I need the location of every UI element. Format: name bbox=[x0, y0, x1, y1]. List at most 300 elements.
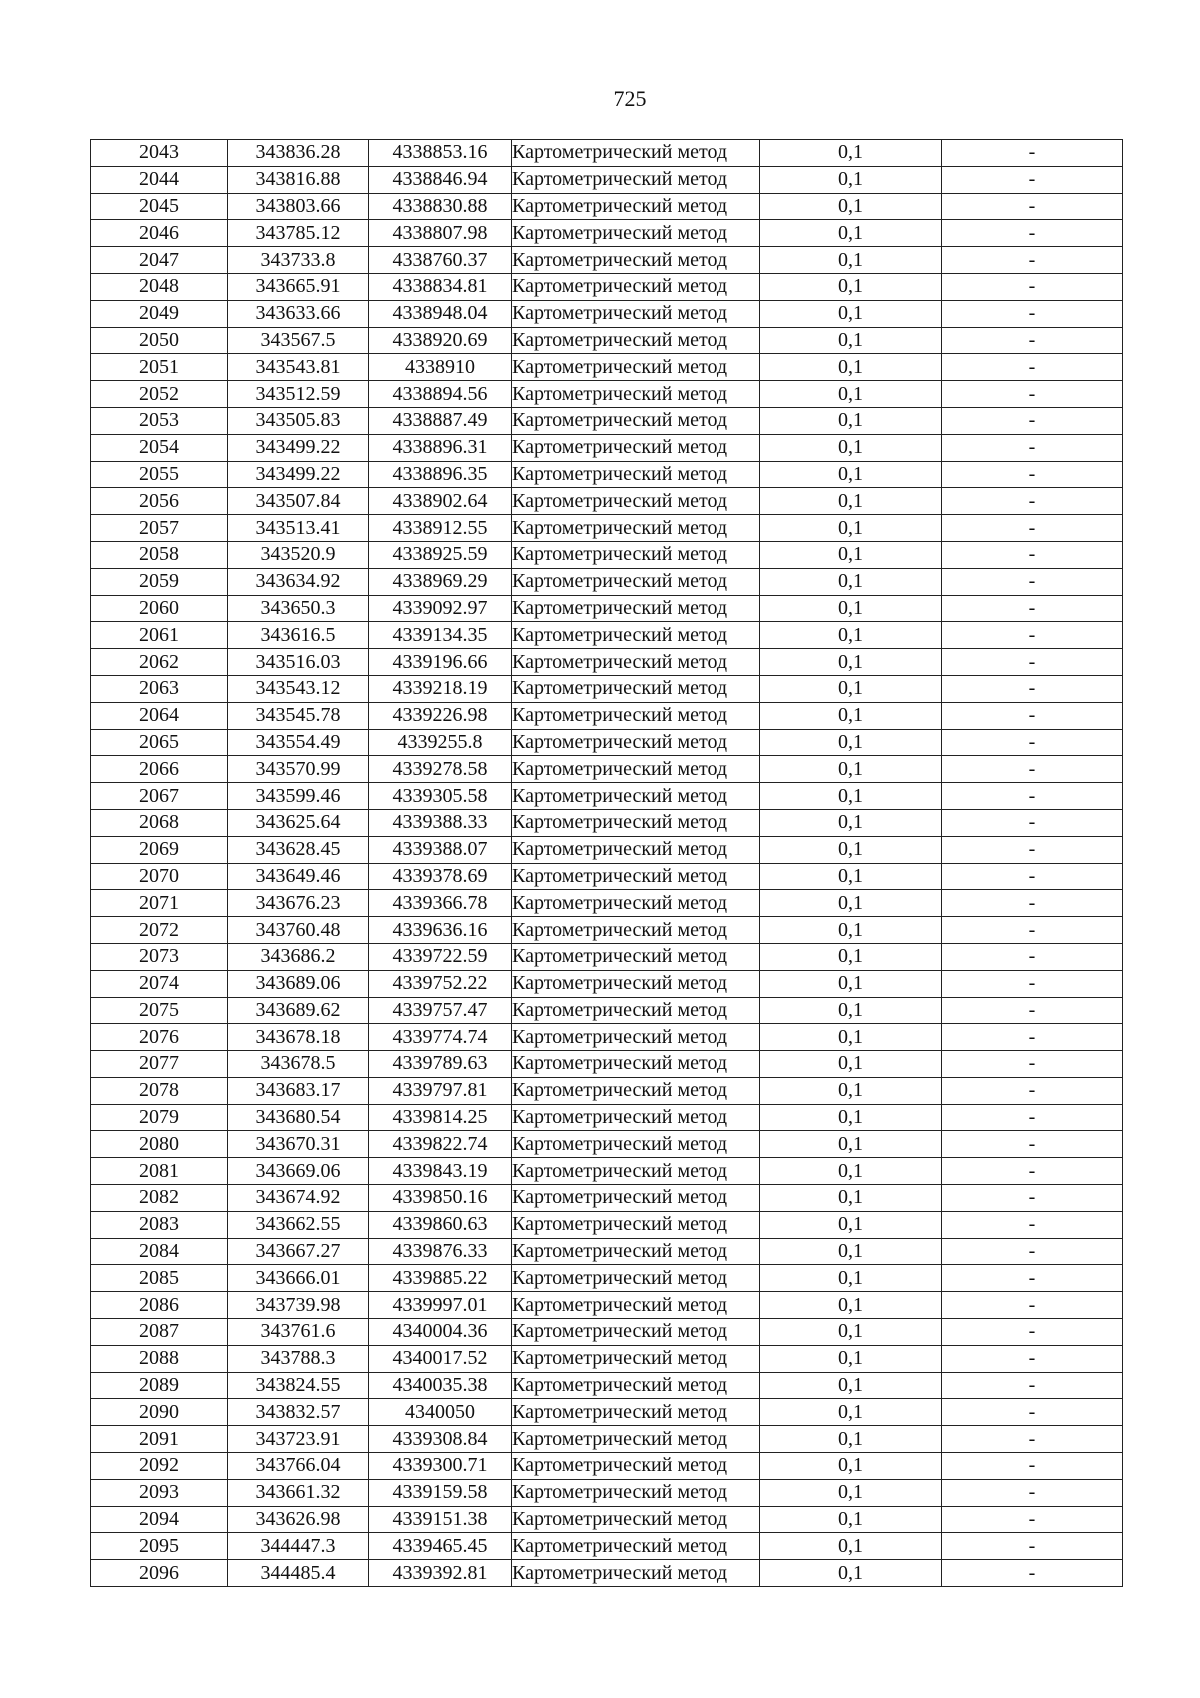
y-coordinate-cell: 4338846.94 bbox=[369, 166, 512, 193]
table-row bbox=[91, 970, 1123, 997]
y-coordinate-cell: 4339876.33 bbox=[369, 1238, 512, 1265]
y-coordinate-cell: 4339722.59 bbox=[369, 943, 512, 970]
description-cell: - bbox=[942, 1051, 1123, 1078]
y-coordinate-cell: 4338760.37 bbox=[369, 247, 512, 274]
y-coordinate-cell: 4338896.35 bbox=[369, 461, 512, 488]
description-cell: - bbox=[942, 1453, 1123, 1480]
accuracy-cell: 0,1 bbox=[760, 407, 942, 434]
x-coordinate-cell: 343676.23 bbox=[228, 890, 369, 917]
accuracy-cell: 0,1 bbox=[760, 1319, 942, 1346]
x-coordinate-cell: 343678.5 bbox=[228, 1051, 369, 1078]
table-row bbox=[91, 702, 1123, 729]
method-cell: Картометрический метод bbox=[512, 247, 760, 274]
point-number-cell: 2075 bbox=[91, 997, 228, 1024]
method-cell: Картометрический метод bbox=[512, 783, 760, 810]
point-number-cell: 2056 bbox=[91, 488, 228, 515]
y-coordinate-cell: 4339255.8 bbox=[369, 729, 512, 756]
accuracy-cell: 0,1 bbox=[760, 836, 942, 863]
description-cell: - bbox=[942, 1292, 1123, 1319]
table-row bbox=[91, 515, 1123, 542]
method-cell: Картометрический метод bbox=[512, 381, 760, 408]
method-cell: Картометрический метод bbox=[512, 702, 760, 729]
table-row bbox=[91, 675, 1123, 702]
y-coordinate-cell: 4338896.31 bbox=[369, 434, 512, 461]
x-coordinate-cell: 343766.04 bbox=[228, 1453, 369, 1480]
table-row bbox=[91, 273, 1123, 300]
method-cell: Картометрический метод bbox=[512, 1319, 760, 1346]
x-coordinate-cell: 343661.32 bbox=[228, 1479, 369, 1506]
description-cell: - bbox=[942, 541, 1123, 568]
table-row bbox=[91, 568, 1123, 595]
y-coordinate-cell: 4338925.59 bbox=[369, 541, 512, 568]
description-cell: - bbox=[942, 1185, 1123, 1212]
point-number-cell: 2054 bbox=[91, 434, 228, 461]
y-coordinate-cell: 4338887.49 bbox=[369, 407, 512, 434]
description-cell: - bbox=[942, 273, 1123, 300]
method-cell: Картометрический метод bbox=[512, 1426, 760, 1453]
x-coordinate-cell: 343625.64 bbox=[228, 809, 369, 836]
method-cell: Картометрический метод bbox=[512, 1185, 760, 1212]
y-coordinate-cell: 4338894.56 bbox=[369, 381, 512, 408]
accuracy-cell: 0,1 bbox=[760, 541, 942, 568]
method-cell: Картометрический метод bbox=[512, 595, 760, 622]
table-row bbox=[91, 166, 1123, 193]
description-cell: - bbox=[942, 622, 1123, 649]
x-coordinate-cell: 343686.2 bbox=[228, 943, 369, 970]
point-number-cell: 2052 bbox=[91, 381, 228, 408]
point-number-cell: 2045 bbox=[91, 193, 228, 220]
description-cell: - bbox=[942, 917, 1123, 944]
method-cell: Картометрический метод bbox=[512, 273, 760, 300]
table-row bbox=[91, 300, 1123, 327]
table-row bbox=[91, 836, 1123, 863]
y-coordinate-cell: 4339392.81 bbox=[369, 1560, 512, 1587]
x-coordinate-cell: 343665.91 bbox=[228, 273, 369, 300]
y-coordinate-cell: 4338830.88 bbox=[369, 193, 512, 220]
accuracy-cell: 0,1 bbox=[760, 434, 942, 461]
y-coordinate-cell: 4339850.16 bbox=[369, 1185, 512, 1212]
y-coordinate-cell: 4338834.81 bbox=[369, 273, 512, 300]
table-row bbox=[91, 917, 1123, 944]
description-cell: - bbox=[942, 729, 1123, 756]
description-cell: - bbox=[942, 1533, 1123, 1560]
table-row bbox=[91, 327, 1123, 354]
y-coordinate-cell: 4340017.52 bbox=[369, 1345, 512, 1372]
accuracy-cell: 0,1 bbox=[760, 381, 942, 408]
point-number-cell: 2049 bbox=[91, 300, 228, 327]
accuracy-cell: 0,1 bbox=[760, 1479, 942, 1506]
description-cell: - bbox=[942, 488, 1123, 515]
method-cell: Картометрический метод bbox=[512, 863, 760, 890]
table-row bbox=[91, 783, 1123, 810]
x-coordinate-cell: 343723.91 bbox=[228, 1426, 369, 1453]
x-coordinate-cell: 343760.48 bbox=[228, 917, 369, 944]
accuracy-cell: 0,1 bbox=[760, 568, 942, 595]
y-coordinate-cell: 4339151.38 bbox=[369, 1506, 512, 1533]
x-coordinate-cell: 343499.22 bbox=[228, 434, 369, 461]
description-cell: - bbox=[942, 1426, 1123, 1453]
method-cell: Картометрический метод bbox=[512, 675, 760, 702]
point-number-cell: 2043 bbox=[91, 140, 228, 167]
accuracy-cell: 0,1 bbox=[760, 300, 942, 327]
accuracy-cell: 0,1 bbox=[760, 1292, 942, 1319]
point-number-cell: 2073 bbox=[91, 943, 228, 970]
table-row bbox=[91, 863, 1123, 890]
point-number-cell: 2064 bbox=[91, 702, 228, 729]
y-coordinate-cell: 4339218.19 bbox=[369, 675, 512, 702]
accuracy-cell: 0,1 bbox=[760, 1372, 942, 1399]
method-cell: Картометрический метод bbox=[512, 1453, 760, 1480]
point-number-cell: 2072 bbox=[91, 917, 228, 944]
table-row bbox=[91, 595, 1123, 622]
x-coordinate-cell: 343499.22 bbox=[228, 461, 369, 488]
table-row bbox=[91, 1372, 1123, 1399]
y-coordinate-cell: 4339752.22 bbox=[369, 970, 512, 997]
table-row bbox=[91, 1158, 1123, 1185]
table-row bbox=[91, 1479, 1123, 1506]
x-coordinate-cell: 343554.49 bbox=[228, 729, 369, 756]
description-cell: - bbox=[942, 247, 1123, 274]
x-coordinate-cell: 343513.41 bbox=[228, 515, 369, 542]
y-coordinate-cell: 4338853.16 bbox=[369, 140, 512, 167]
table-row bbox=[91, 1131, 1123, 1158]
accuracy-cell: 0,1 bbox=[760, 273, 942, 300]
x-coordinate-cell: 343816.88 bbox=[228, 166, 369, 193]
accuracy-cell: 0,1 bbox=[760, 1533, 942, 1560]
x-coordinate-cell: 343689.06 bbox=[228, 970, 369, 997]
x-coordinate-cell: 343678.18 bbox=[228, 1024, 369, 1051]
description-cell: - bbox=[942, 1560, 1123, 1587]
method-cell: Картометрический метод bbox=[512, 890, 760, 917]
point-number-cell: 2082 bbox=[91, 1185, 228, 1212]
accuracy-cell: 0,1 bbox=[760, 1560, 942, 1587]
method-cell: Картометрический метод bbox=[512, 1158, 760, 1185]
point-number-cell: 2051 bbox=[91, 354, 228, 381]
y-coordinate-cell: 4339305.58 bbox=[369, 783, 512, 810]
method-cell: Картометрический метод bbox=[512, 488, 760, 515]
accuracy-cell: 0,1 bbox=[760, 461, 942, 488]
description-cell: - bbox=[942, 943, 1123, 970]
description-cell: - bbox=[942, 649, 1123, 676]
accuracy-cell: 0,1 bbox=[760, 1024, 942, 1051]
x-coordinate-cell: 343543.12 bbox=[228, 675, 369, 702]
description-cell: - bbox=[942, 1077, 1123, 1104]
x-coordinate-cell: 343739.98 bbox=[228, 1292, 369, 1319]
coordinates-table bbox=[90, 139, 1123, 1587]
point-number-cell: 2080 bbox=[91, 1131, 228, 1158]
x-coordinate-cell: 343626.98 bbox=[228, 1506, 369, 1533]
table-row bbox=[91, 1533, 1123, 1560]
y-coordinate-cell: 4338912.55 bbox=[369, 515, 512, 542]
x-coordinate-cell: 343824.55 bbox=[228, 1372, 369, 1399]
accuracy-cell: 0,1 bbox=[760, 729, 942, 756]
description-cell: - bbox=[942, 675, 1123, 702]
description-cell: - bbox=[942, 809, 1123, 836]
y-coordinate-cell: 4339814.25 bbox=[369, 1104, 512, 1131]
point-number-cell: 2059 bbox=[91, 568, 228, 595]
x-coordinate-cell: 343669.06 bbox=[228, 1158, 369, 1185]
point-number-cell: 2057 bbox=[91, 515, 228, 542]
x-coordinate-cell: 343616.5 bbox=[228, 622, 369, 649]
x-coordinate-cell: 343649.46 bbox=[228, 863, 369, 890]
y-coordinate-cell: 4339278.58 bbox=[369, 756, 512, 783]
y-coordinate-cell: 4338920.69 bbox=[369, 327, 512, 354]
x-coordinate-cell: 343628.45 bbox=[228, 836, 369, 863]
table-row bbox=[91, 1238, 1123, 1265]
table-row bbox=[91, 622, 1123, 649]
accuracy-cell: 0,1 bbox=[760, 193, 942, 220]
accuracy-cell: 0,1 bbox=[760, 354, 942, 381]
description-cell: - bbox=[942, 970, 1123, 997]
point-number-cell: 2077 bbox=[91, 1051, 228, 1078]
table-row bbox=[91, 1211, 1123, 1238]
point-number-cell: 2048 bbox=[91, 273, 228, 300]
method-cell: Картометрический метод bbox=[512, 434, 760, 461]
x-coordinate-cell: 343520.9 bbox=[228, 541, 369, 568]
y-coordinate-cell: 4339388.07 bbox=[369, 836, 512, 863]
y-coordinate-cell: 4339774.74 bbox=[369, 1024, 512, 1051]
point-number-cell: 2088 bbox=[91, 1345, 228, 1372]
description-cell: - bbox=[942, 461, 1123, 488]
method-cell: Картометрический метод bbox=[512, 1506, 760, 1533]
description-cell: - bbox=[942, 783, 1123, 810]
y-coordinate-cell: 4339378.69 bbox=[369, 863, 512, 890]
x-coordinate-cell: 343803.66 bbox=[228, 193, 369, 220]
description-cell: - bbox=[942, 863, 1123, 890]
method-cell: Картометрический метод bbox=[512, 193, 760, 220]
accuracy-cell: 0,1 bbox=[760, 943, 942, 970]
point-number-cell: 2060 bbox=[91, 595, 228, 622]
description-cell: - bbox=[942, 166, 1123, 193]
method-cell: Картометрический метод bbox=[512, 1399, 760, 1426]
point-number-cell: 2066 bbox=[91, 756, 228, 783]
y-coordinate-cell: 4338807.98 bbox=[369, 220, 512, 247]
method-cell: Картометрический метод bbox=[512, 836, 760, 863]
accuracy-cell: 0,1 bbox=[760, 515, 942, 542]
method-cell: Картометрический метод bbox=[512, 1104, 760, 1131]
method-cell: Картометрический метод bbox=[512, 1372, 760, 1399]
table-row bbox=[91, 247, 1123, 274]
point-number-cell: 2074 bbox=[91, 970, 228, 997]
x-coordinate-cell: 343633.66 bbox=[228, 300, 369, 327]
point-number-cell: 2063 bbox=[91, 675, 228, 702]
x-coordinate-cell: 343680.54 bbox=[228, 1104, 369, 1131]
table-row bbox=[91, 1560, 1123, 1587]
x-coordinate-cell: 343674.92 bbox=[228, 1185, 369, 1212]
point-number-cell: 2044 bbox=[91, 166, 228, 193]
y-coordinate-cell: 4338910 bbox=[369, 354, 512, 381]
accuracy-cell: 0,1 bbox=[760, 1453, 942, 1480]
table-row bbox=[91, 1051, 1123, 1078]
x-coordinate-cell: 343683.17 bbox=[228, 1077, 369, 1104]
point-number-cell: 2081 bbox=[91, 1158, 228, 1185]
point-number-cell: 2070 bbox=[91, 863, 228, 890]
accuracy-cell: 0,1 bbox=[760, 247, 942, 274]
accuracy-cell: 0,1 bbox=[760, 783, 942, 810]
accuracy-cell: 0,1 bbox=[760, 702, 942, 729]
description-cell: - bbox=[942, 300, 1123, 327]
table-row bbox=[91, 1319, 1123, 1346]
point-number-cell: 2087 bbox=[91, 1319, 228, 1346]
y-coordinate-cell: 4338902.64 bbox=[369, 488, 512, 515]
description-cell: - bbox=[942, 220, 1123, 247]
table-row bbox=[91, 381, 1123, 408]
point-number-cell: 2095 bbox=[91, 1533, 228, 1560]
y-coordinate-cell: 4339860.63 bbox=[369, 1211, 512, 1238]
accuracy-cell: 0,1 bbox=[760, 809, 942, 836]
table-row bbox=[91, 729, 1123, 756]
x-coordinate-cell: 343570.99 bbox=[228, 756, 369, 783]
accuracy-cell: 0,1 bbox=[760, 675, 942, 702]
description-cell: - bbox=[942, 702, 1123, 729]
accuracy-cell: 0,1 bbox=[760, 1265, 942, 1292]
point-number-cell: 2089 bbox=[91, 1372, 228, 1399]
description-cell: - bbox=[942, 756, 1123, 783]
description-cell: - bbox=[942, 1104, 1123, 1131]
table-row bbox=[91, 1185, 1123, 1212]
table-row bbox=[91, 890, 1123, 917]
y-coordinate-cell: 4339757.47 bbox=[369, 997, 512, 1024]
method-cell: Картометрический метод bbox=[512, 1560, 760, 1587]
point-number-cell: 2093 bbox=[91, 1479, 228, 1506]
description-cell: - bbox=[942, 1479, 1123, 1506]
y-coordinate-cell: 4339789.63 bbox=[369, 1051, 512, 1078]
x-coordinate-cell: 343670.31 bbox=[228, 1131, 369, 1158]
x-coordinate-cell: 343512.59 bbox=[228, 381, 369, 408]
point-number-cell: 2085 bbox=[91, 1265, 228, 1292]
point-number-cell: 2096 bbox=[91, 1560, 228, 1587]
y-coordinate-cell: 4339797.81 bbox=[369, 1077, 512, 1104]
y-coordinate-cell: 4339159.58 bbox=[369, 1479, 512, 1506]
point-number-cell: 2067 bbox=[91, 783, 228, 810]
accuracy-cell: 0,1 bbox=[760, 997, 942, 1024]
method-cell: Картометрический метод bbox=[512, 354, 760, 381]
x-coordinate-cell: 343785.12 bbox=[228, 220, 369, 247]
description-cell: - bbox=[942, 407, 1123, 434]
accuracy-cell: 0,1 bbox=[760, 756, 942, 783]
x-coordinate-cell: 343567.5 bbox=[228, 327, 369, 354]
method-cell: Картометрический метод bbox=[512, 220, 760, 247]
table-row bbox=[91, 1077, 1123, 1104]
description-cell: - bbox=[942, 1158, 1123, 1185]
point-number-cell: 2061 bbox=[91, 622, 228, 649]
table-row bbox=[91, 649, 1123, 676]
table-row bbox=[91, 1024, 1123, 1051]
description-cell: - bbox=[942, 1319, 1123, 1346]
method-cell: Картометрический метод bbox=[512, 1265, 760, 1292]
method-cell: Картометрический метод bbox=[512, 1533, 760, 1560]
accuracy-cell: 0,1 bbox=[760, 1345, 942, 1372]
description-cell: - bbox=[942, 1399, 1123, 1426]
point-number-cell: 2084 bbox=[91, 1238, 228, 1265]
y-coordinate-cell: 4339388.33 bbox=[369, 809, 512, 836]
accuracy-cell: 0,1 bbox=[760, 140, 942, 167]
description-cell: - bbox=[942, 140, 1123, 167]
method-cell: Картометрический метод bbox=[512, 943, 760, 970]
accuracy-cell: 0,1 bbox=[760, 863, 942, 890]
method-cell: Картометрический метод bbox=[512, 1345, 760, 1372]
table-row bbox=[91, 1265, 1123, 1292]
method-cell: Картометрический метод bbox=[512, 1077, 760, 1104]
point-number-cell: 2078 bbox=[91, 1077, 228, 1104]
point-number-cell: 2086 bbox=[91, 1292, 228, 1319]
y-coordinate-cell: 4339226.98 bbox=[369, 702, 512, 729]
description-cell: - bbox=[942, 381, 1123, 408]
table-row bbox=[91, 1426, 1123, 1453]
point-number-cell: 2053 bbox=[91, 407, 228, 434]
point-number-cell: 2071 bbox=[91, 890, 228, 917]
y-coordinate-cell: 4339300.71 bbox=[369, 1453, 512, 1480]
description-cell: - bbox=[942, 997, 1123, 1024]
point-number-cell: 2068 bbox=[91, 809, 228, 836]
x-coordinate-cell: 343733.8 bbox=[228, 247, 369, 274]
y-coordinate-cell: 4340035.38 bbox=[369, 1372, 512, 1399]
method-cell: Картометрический метод bbox=[512, 515, 760, 542]
table-row bbox=[91, 193, 1123, 220]
accuracy-cell: 0,1 bbox=[760, 1399, 942, 1426]
accuracy-cell: 0,1 bbox=[760, 327, 942, 354]
y-coordinate-cell: 4339843.19 bbox=[369, 1158, 512, 1185]
x-coordinate-cell: 344447.3 bbox=[228, 1533, 369, 1560]
accuracy-cell: 0,1 bbox=[760, 1238, 942, 1265]
accuracy-cell: 0,1 bbox=[760, 1158, 942, 1185]
method-cell: Картометрический метод bbox=[512, 407, 760, 434]
table-row bbox=[91, 1345, 1123, 1372]
description-cell: - bbox=[942, 193, 1123, 220]
method-cell: Картометрический метод bbox=[512, 1211, 760, 1238]
point-number-cell: 2094 bbox=[91, 1506, 228, 1533]
description-cell: - bbox=[942, 1265, 1123, 1292]
point-number-cell: 2076 bbox=[91, 1024, 228, 1051]
x-coordinate-cell: 343666.01 bbox=[228, 1265, 369, 1292]
accuracy-cell: 0,1 bbox=[760, 890, 942, 917]
y-coordinate-cell: 4338969.29 bbox=[369, 568, 512, 595]
method-cell: Картометрический метод bbox=[512, 1131, 760, 1158]
x-coordinate-cell: 344485.4 bbox=[228, 1560, 369, 1587]
accuracy-cell: 0,1 bbox=[760, 1131, 942, 1158]
description-cell: - bbox=[942, 1131, 1123, 1158]
table-row bbox=[91, 809, 1123, 836]
table-row bbox=[91, 434, 1123, 461]
method-cell: Картометрический метод bbox=[512, 1479, 760, 1506]
accuracy-cell: 0,1 bbox=[760, 595, 942, 622]
y-coordinate-cell: 4339885.22 bbox=[369, 1265, 512, 1292]
x-coordinate-cell: 343832.57 bbox=[228, 1399, 369, 1426]
method-cell: Картометрический метод bbox=[512, 1238, 760, 1265]
description-cell: - bbox=[942, 1211, 1123, 1238]
description-cell: - bbox=[942, 1024, 1123, 1051]
y-coordinate-cell: 4339366.78 bbox=[369, 890, 512, 917]
method-cell: Картометрический метод bbox=[512, 970, 760, 997]
point-number-cell: 2079 bbox=[91, 1104, 228, 1131]
table-row bbox=[91, 1104, 1123, 1131]
method-cell: Картометрический метод bbox=[512, 327, 760, 354]
table-row bbox=[91, 1506, 1123, 1533]
point-number-cell: 2050 bbox=[91, 327, 228, 354]
x-coordinate-cell: 343505.83 bbox=[228, 407, 369, 434]
accuracy-cell: 0,1 bbox=[760, 1077, 942, 1104]
description-cell: - bbox=[942, 327, 1123, 354]
accuracy-cell: 0,1 bbox=[760, 649, 942, 676]
x-coordinate-cell: 343650.3 bbox=[228, 595, 369, 622]
point-number-cell: 2090 bbox=[91, 1399, 228, 1426]
x-coordinate-cell: 343543.81 bbox=[228, 354, 369, 381]
table-row bbox=[91, 488, 1123, 515]
y-coordinate-cell: 4339636.16 bbox=[369, 917, 512, 944]
description-cell: - bbox=[942, 1506, 1123, 1533]
page-number: 725 bbox=[613, 86, 647, 111]
x-coordinate-cell: 343634.92 bbox=[228, 568, 369, 595]
